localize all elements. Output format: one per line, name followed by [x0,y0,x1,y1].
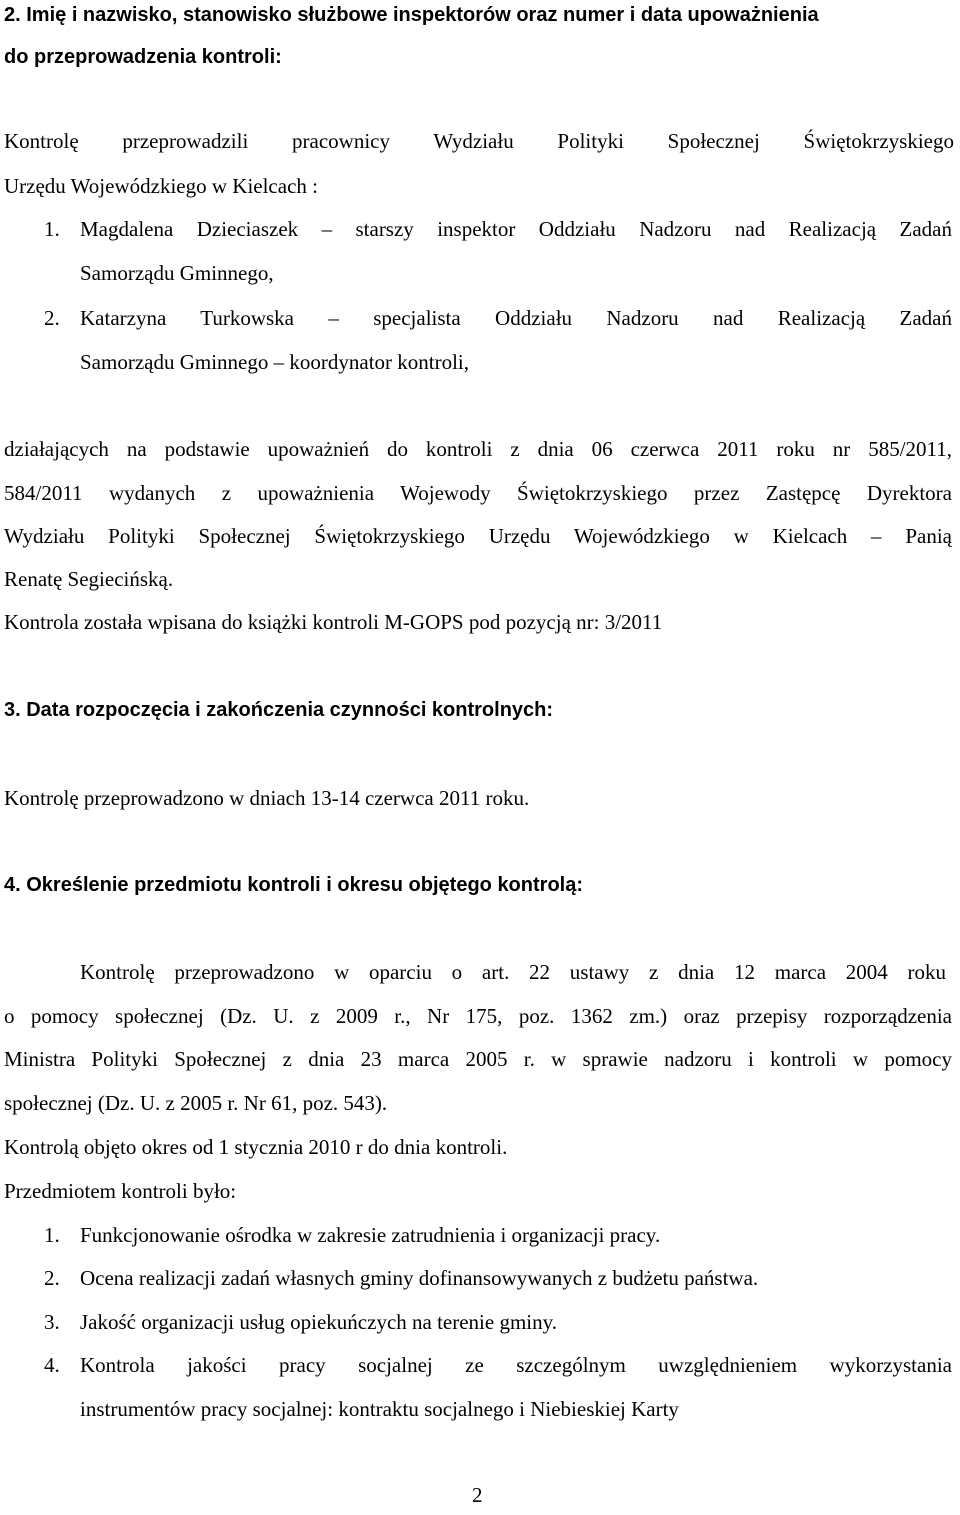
section-2-heading-line-1: 2. Imię i nazwisko, stanowisko służbowe inspektorów oraz numer i data upoważnienia [4,4,819,26]
legal-basis-line-4: społecznej (Dz. U. z 2005 r. Nr 61, poz. 543). [4,1091,388,1115]
authorization-line-3: Wydziału Polityki Społecznej Świętokrzyskiego Urzędu Wojewódzkiego w Kielcach – Panią [4,524,952,548]
subject-4-line-2: instrumentów pracy socjalnej: kontraktu socjalnego i Niebieskiej Karty [80,1397,679,1421]
section-2-intro-line-1: Kontrolę przeprowadzili pracownicy Wydziału Polityki Społecznej Świętokrzyskiego [4,129,954,153]
subject-1-text: Funkcjonowanie ośrodka w zakresie zatrudnienia i organizacji pracy. [80,1223,661,1247]
section-2-intro-line-2: Urzędu Wojewódzkiego w Kielcach : [4,174,318,198]
control-book-entry: Kontrola została wpisana do książki kontroli M-GOPS pod pozycją nr: 3/2011 [4,610,663,634]
inspector-2-number: 2. [44,306,60,330]
inspector-2-line-2: Samorządu Gminnego – koordynator kontroli, [80,350,470,374]
subject-1-number: 1. [44,1223,60,1247]
section-3-heading: 3. Data rozpoczęcia i zakończenia czynności kontrolnych: [4,699,554,721]
inspector-2-line-1: Katarzyna Turkowska – specjalista Oddziału Nadzoru nad Realizacją Zadań [80,306,952,330]
inspector-1-number: 1. [44,217,60,241]
authorization-line-4: Renatę Segiecińską. [4,567,174,591]
inspector-1-line-2: Samorządu Gminnego, [80,261,274,285]
subject-4-line-1: Kontrola jakości pracy socjalnej ze szczególnym uwzględnieniem wykorzystania [80,1353,952,1377]
subject-4-number: 4. [44,1353,60,1377]
section-4-heading: 4. Określenie przedmiotu kontroli i okresu objętego kontrolą: [4,874,583,896]
authorization-line-1: działających na podstawie upoważnień do kontroli z dnia 06 czerwca 2011 roku nr 585/2011, [4,437,952,461]
control-period: Kontrolą objęto okres od 1 stycznia 2010 r do dnia kontroli. [4,1135,508,1159]
legal-basis-line-3: Ministra Polityki Społecznej z dnia 23 marca 2005 r. w sprawie nadzoru i kontroli w pomocy [4,1047,952,1071]
subject-intro: Przedmiotem kontroli było: [4,1179,237,1203]
section-2-heading-line-2: do przeprowadzenia kontroli: [4,46,282,68]
subject-3-number: 3. [44,1310,60,1334]
subject-3-text: Jakość organizacji usług opiekuńczych na terenie gminy. [80,1310,558,1334]
legal-basis-line-2: o pomocy społecznej (Dz. U. z 2009 r., Nr 175, poz. 1362 zm.) oraz przepisy rozporządzenia [4,1004,952,1028]
legal-basis-line-1: Kontrolę przeprowadzono w oparciu o art. 22 ustawy z dnia 12 marca 2004 roku [80,960,946,984]
inspector-1-line-1: Magdalena Dzieciaszek – starszy inspektor Oddziału Nadzoru nad Realizacją Zadań [80,217,952,241]
subject-2-text: Ocena realizacji zadań własnych gminy dofinansowywanych z budżetu państwa. [80,1266,759,1290]
authorization-line-2: 584/2011 wydanych z upoważnienia Wojewody Świętokrzyskiego przez Zastępcę Dyrektora [4,481,952,505]
section-3-text: Kontrolę przeprowadzono w dniach 13-14 czerwca 2011 roku. [4,786,530,810]
page-number: 2 [472,1483,483,1507]
subject-2-number: 2. [44,1266,60,1290]
